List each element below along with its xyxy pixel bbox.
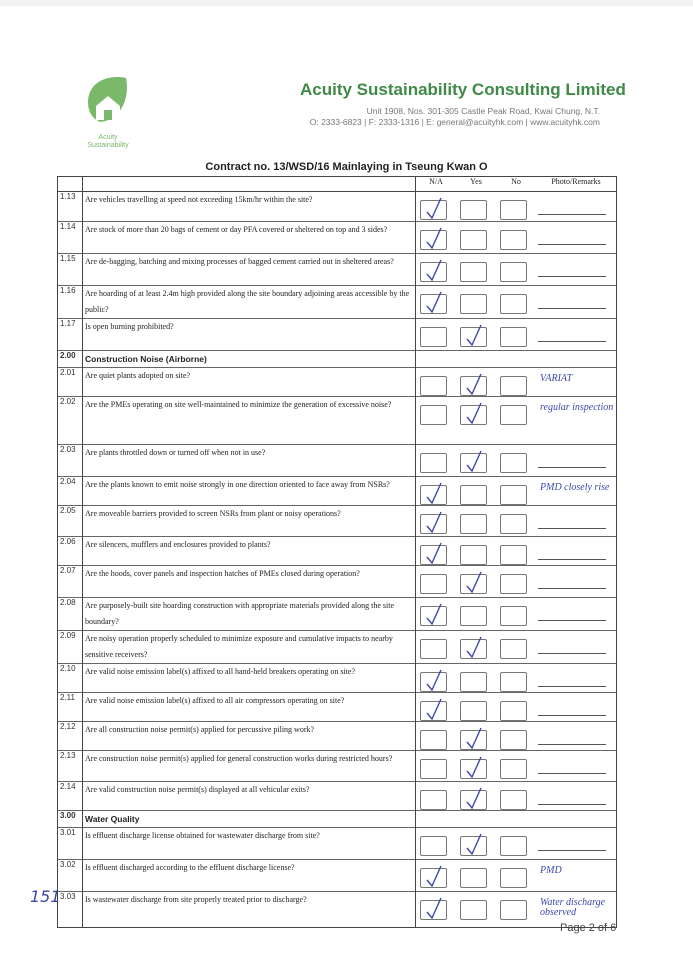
table-row <box>58 222 617 254</box>
item-question: Are the plants known to emit noise strongly in one direction oriented to face away from NSRs? <box>83 477 416 506</box>
item-number: 2.12 <box>58 722 83 751</box>
remark-line[interactable] <box>538 804 606 805</box>
item-question: Are moveable barriers provided to screen NSRs from plant or noisy operations? <box>83 506 416 537</box>
item-question: Are valid noise emission label(s) affixed to all hand-held breakers operating on site? <box>83 664 416 693</box>
item-question: Are valid construction noise permit(s) displayed at all vehicular exits? <box>83 782 416 811</box>
check-mark-icon <box>464 402 484 426</box>
item-number: 2.13 <box>58 751 83 782</box>
check-mark-icon <box>464 571 484 595</box>
checkbox-yes[interactable] <box>460 836 487 856</box>
checkbox-yes[interactable] <box>460 376 487 396</box>
remark-line[interactable] <box>538 715 606 716</box>
check-mark-icon <box>424 197 444 221</box>
item-question: Is open burning prohibited? <box>83 319 416 351</box>
checkbox-no[interactable] <box>500 672 527 692</box>
check-mark-icon <box>424 669 444 693</box>
handwritten-remark: Water discharge observed <box>540 897 606 918</box>
checkbox-na[interactable] <box>420 262 447 282</box>
item-question: Construction Noise (Airborne) <box>83 351 416 368</box>
check-mark-icon <box>464 727 484 751</box>
checkbox-no[interactable] <box>500 376 527 396</box>
remark-line[interactable] <box>538 653 606 654</box>
item-number: 2.04 <box>58 477 83 506</box>
checkbox-no[interactable] <box>500 327 527 347</box>
item-number: 2.14 <box>58 782 83 811</box>
table-row <box>58 860 617 892</box>
checkbox-yes[interactable] <box>460 730 487 750</box>
item-number: 2.03 <box>58 445 83 477</box>
checkbox-no[interactable] <box>500 453 527 473</box>
item-question: Water Quality <box>83 811 416 828</box>
item-number: 1.13 <box>58 192 83 222</box>
table-row <box>58 254 617 286</box>
item-question: Are noisy operation properly scheduled to minimize exposure and cumulative impacts to nearby sensitive receivers? <box>83 631 416 664</box>
checkbox-yes[interactable] <box>460 606 487 626</box>
item-question: Are valid noise emission label(s) affixed to all air compressors operating on site? <box>83 693 416 722</box>
checkbox-yes[interactable] <box>460 327 487 347</box>
check-mark-icon <box>424 603 444 627</box>
item-number: 2.07 <box>58 566 83 598</box>
remark-line[interactable] <box>538 744 606 745</box>
checkbox-yes[interactable] <box>460 639 487 659</box>
checkbox-yes[interactable] <box>460 453 487 473</box>
checkbox-na[interactable] <box>420 836 447 856</box>
checkbox-no[interactable] <box>500 790 527 810</box>
remark-line[interactable] <box>538 308 606 309</box>
checkbox-no[interactable] <box>500 485 527 505</box>
table-row <box>58 892 617 928</box>
company-logo <box>82 72 134 134</box>
logo-text: Acuity Sustainability <box>87 134 129 149</box>
remark-line[interactable] <box>538 214 606 215</box>
company-address <box>300 106 600 128</box>
checkbox-na[interactable] <box>420 868 447 888</box>
checkbox-no[interactable] <box>500 606 527 626</box>
checkbox-na[interactable] <box>420 453 447 473</box>
checkbox-na[interactable] <box>420 376 447 396</box>
table-header <box>58 177 617 192</box>
item-number: 3.01 <box>58 828 83 860</box>
checkbox-yes[interactable] <box>460 701 487 721</box>
item-number: 1.14 <box>58 222 83 254</box>
check-mark-icon <box>424 227 444 251</box>
item-number: 2.09 <box>58 631 83 664</box>
table-row <box>58 397 617 445</box>
checkbox-no[interactable] <box>500 262 527 282</box>
handwritten-remark: PMD <box>540 865 562 876</box>
checkbox-yes[interactable] <box>460 759 487 779</box>
check-mark-icon <box>424 291 444 315</box>
table-row <box>58 693 617 722</box>
item-number: 2.11 <box>58 693 83 722</box>
checkbox-na[interactable] <box>420 200 447 220</box>
check-mark-icon <box>424 259 444 283</box>
checkbox-yes[interactable] <box>460 485 487 505</box>
check-mark-icon <box>464 450 484 474</box>
item-question: Are de-bagging, batching and mixing processes of bagged cement carried out in sheltered areas? <box>83 254 416 286</box>
remark-line[interactable] <box>538 341 606 342</box>
remark-line[interactable] <box>538 244 606 245</box>
checkbox-yes[interactable] <box>460 790 487 810</box>
checkbox-yes[interactable] <box>460 514 487 534</box>
remark-line[interactable] <box>538 559 606 560</box>
remark-line[interactable] <box>538 773 606 774</box>
top-edge <box>0 0 693 6</box>
checkbox-na[interactable] <box>420 730 447 750</box>
address-line-1: Unit 1908, Nos. 301-305 Castle Peak Road, Kwai Chung, N.T. <box>366 106 600 116</box>
checkbox-yes[interactable] <box>460 672 487 692</box>
item-question: Is effluent discharged according to the effluent discharge license? <box>83 860 416 892</box>
checkbox-no[interactable] <box>500 545 527 565</box>
item-number: 2.06 <box>58 537 83 566</box>
checkbox-yes[interactable] <box>460 868 487 888</box>
remark-line[interactable] <box>538 588 606 589</box>
checkbox-na[interactable] <box>420 606 447 626</box>
check-mark-icon <box>464 756 484 780</box>
table-row <box>58 506 617 537</box>
checkbox-yes[interactable] <box>460 200 487 220</box>
item-question: Are construction noise permit(s) applied for general construction works during restricted hours? <box>83 751 416 782</box>
item-question: Are all construction noise permit(s) applied for percussive piling work? <box>83 722 416 751</box>
item-number: 1.17 <box>58 319 83 351</box>
check-mark-icon <box>424 698 444 722</box>
checkbox-na[interactable] <box>420 485 447 505</box>
page-number: Page 2 of 6 <box>560 922 617 934</box>
item-number: 1.15 <box>58 254 83 286</box>
table-row <box>58 664 617 693</box>
table-row <box>58 286 617 319</box>
item-number: 2.05 <box>58 506 83 537</box>
checklist-table <box>57 176 617 928</box>
item-number: 2.02 <box>58 397 83 445</box>
remark-line[interactable] <box>538 276 606 277</box>
table-row <box>58 566 617 598</box>
item-question: Are vehicles travelling at speed not exceeding 15km/hr within the site? <box>83 192 416 222</box>
checkbox-no[interactable] <box>500 730 527 750</box>
checkbox-na[interactable] <box>420 327 447 347</box>
checkbox-no[interactable] <box>500 639 527 659</box>
check-mark-icon <box>464 636 484 660</box>
table-row <box>58 751 617 782</box>
item-number: 3.03 <box>58 892 83 928</box>
item-question: Are hoarding of at least 2.4m high provided along the site boundary adjoining areas accessible by the public? <box>83 286 416 319</box>
checkbox-no[interactable] <box>500 701 527 721</box>
checkbox-na[interactable] <box>420 230 447 250</box>
item-question: Are purposely-built site hoarding construction with appropriate materials provided along the site boundary? <box>83 598 416 631</box>
item-question: Are the hoods, cover panels and inspection hatches of PMEs closed during operation? <box>83 566 416 598</box>
item-number: 1.16 <box>58 286 83 319</box>
check-mark-icon <box>424 511 444 535</box>
checkbox-yes[interactable] <box>460 230 487 250</box>
section-row <box>58 351 617 368</box>
checkbox-yes[interactable] <box>460 545 487 565</box>
table-row <box>58 319 617 351</box>
checkbox-na[interactable] <box>420 294 447 314</box>
checkbox-na[interactable] <box>420 639 447 659</box>
remark-line[interactable] <box>538 620 606 621</box>
checkbox-na[interactable] <box>420 514 447 534</box>
checkbox-na[interactable] <box>420 900 447 920</box>
checkbox-na[interactable] <box>420 545 447 565</box>
handwritten-page-note: 151 <box>30 887 61 906</box>
check-mark-icon <box>464 324 484 348</box>
item-question: Is wastewater discharge from site properly treated prior to discharge? <box>83 892 416 928</box>
remark-line[interactable] <box>538 467 606 468</box>
item-question: Are plants throttled down or turned off when not in use? <box>83 445 416 477</box>
item-number: 2.01 <box>58 368 83 397</box>
item-number: 3.00 <box>58 811 83 828</box>
checkbox-no[interactable] <box>500 514 527 534</box>
table-row <box>58 477 617 506</box>
col-yes: Yes <box>456 177 496 192</box>
section-row <box>58 811 617 828</box>
table-row <box>58 782 617 811</box>
col-na: N/A <box>416 177 457 192</box>
item-number: 2.00 <box>58 351 83 368</box>
checkbox-no[interactable] <box>500 836 527 856</box>
checkbox-na[interactable] <box>420 574 447 594</box>
address-line-2: O: 2333-6823 | F: 2333-1316 | E: general@acuityhk.com | www.acuityhk.com <box>309 117 600 127</box>
checkbox-yes[interactable] <box>460 900 487 920</box>
remark-line[interactable] <box>538 850 606 851</box>
table-row <box>58 445 617 477</box>
remark-line[interactable] <box>538 686 606 687</box>
checkbox-na[interactable] <box>420 790 447 810</box>
remark-line[interactable] <box>538 528 606 529</box>
check-mark-icon <box>424 865 444 889</box>
checkbox-no[interactable] <box>500 900 527 920</box>
table-row <box>58 192 617 222</box>
handwritten-remark: PMD closely rise <box>540 482 610 493</box>
check-mark-icon <box>424 542 444 566</box>
checkbox-no[interactable] <box>500 230 527 250</box>
table-row <box>58 631 617 664</box>
checkbox-na[interactable] <box>420 672 447 692</box>
checkbox-yes[interactable] <box>460 262 487 282</box>
item-question: Are stock of more than 20 bags of cement or day PFA covered or sheltered on top and 3 sides? <box>83 222 416 254</box>
checkbox-no[interactable] <box>500 868 527 888</box>
item-number: 2.08 <box>58 598 83 631</box>
table-row <box>58 598 617 631</box>
table-row <box>58 537 617 566</box>
check-mark-icon <box>424 482 444 506</box>
check-mark-icon <box>464 373 484 397</box>
checkbox-yes[interactable] <box>460 294 487 314</box>
item-number: 2.10 <box>58 664 83 693</box>
checkbox-no[interactable] <box>500 200 527 220</box>
col-no: No <box>496 177 536 192</box>
checkbox-na[interactable] <box>420 701 447 721</box>
checkbox-no[interactable] <box>500 574 527 594</box>
check-mark-icon <box>424 897 444 921</box>
checkbox-no[interactable] <box>500 759 527 779</box>
checkbox-na[interactable] <box>420 405 447 425</box>
checkbox-yes[interactable] <box>460 405 487 425</box>
contract-title: Contract no. 13/WSD/16 Mainlaying in Tseung Kwan O <box>205 161 488 173</box>
item-question: Is effluent discharge license obtained for wastewater discharge from site? <box>83 828 416 860</box>
table-row <box>58 828 617 860</box>
table-row <box>58 368 617 397</box>
checkbox-na[interactable] <box>420 759 447 779</box>
check-mark-icon <box>464 833 484 857</box>
item-question: Are quiet plants adopted on site? <box>83 368 416 397</box>
checkbox-no[interactable] <box>500 405 527 425</box>
company-name: Acuity Sustainability Consulting Limited <box>300 80 626 99</box>
col-remarks: Photo/Remarks <box>536 177 617 192</box>
check-mark-icon <box>464 787 484 811</box>
handwritten-remark: VARIAT <box>540 373 573 384</box>
item-question: Are silencers, mufflers and enclosures provided to plants? <box>83 537 416 566</box>
item-number: 3.02 <box>58 860 83 892</box>
handwritten-remark: regular inspection <box>540 402 614 413</box>
checkbox-yes[interactable] <box>460 574 487 594</box>
item-question: Are the PMEs operating on site well-maintained to minimize the generation of excessive noise? <box>83 397 416 445</box>
checkbox-no[interactable] <box>500 294 527 314</box>
table-row <box>58 722 617 751</box>
